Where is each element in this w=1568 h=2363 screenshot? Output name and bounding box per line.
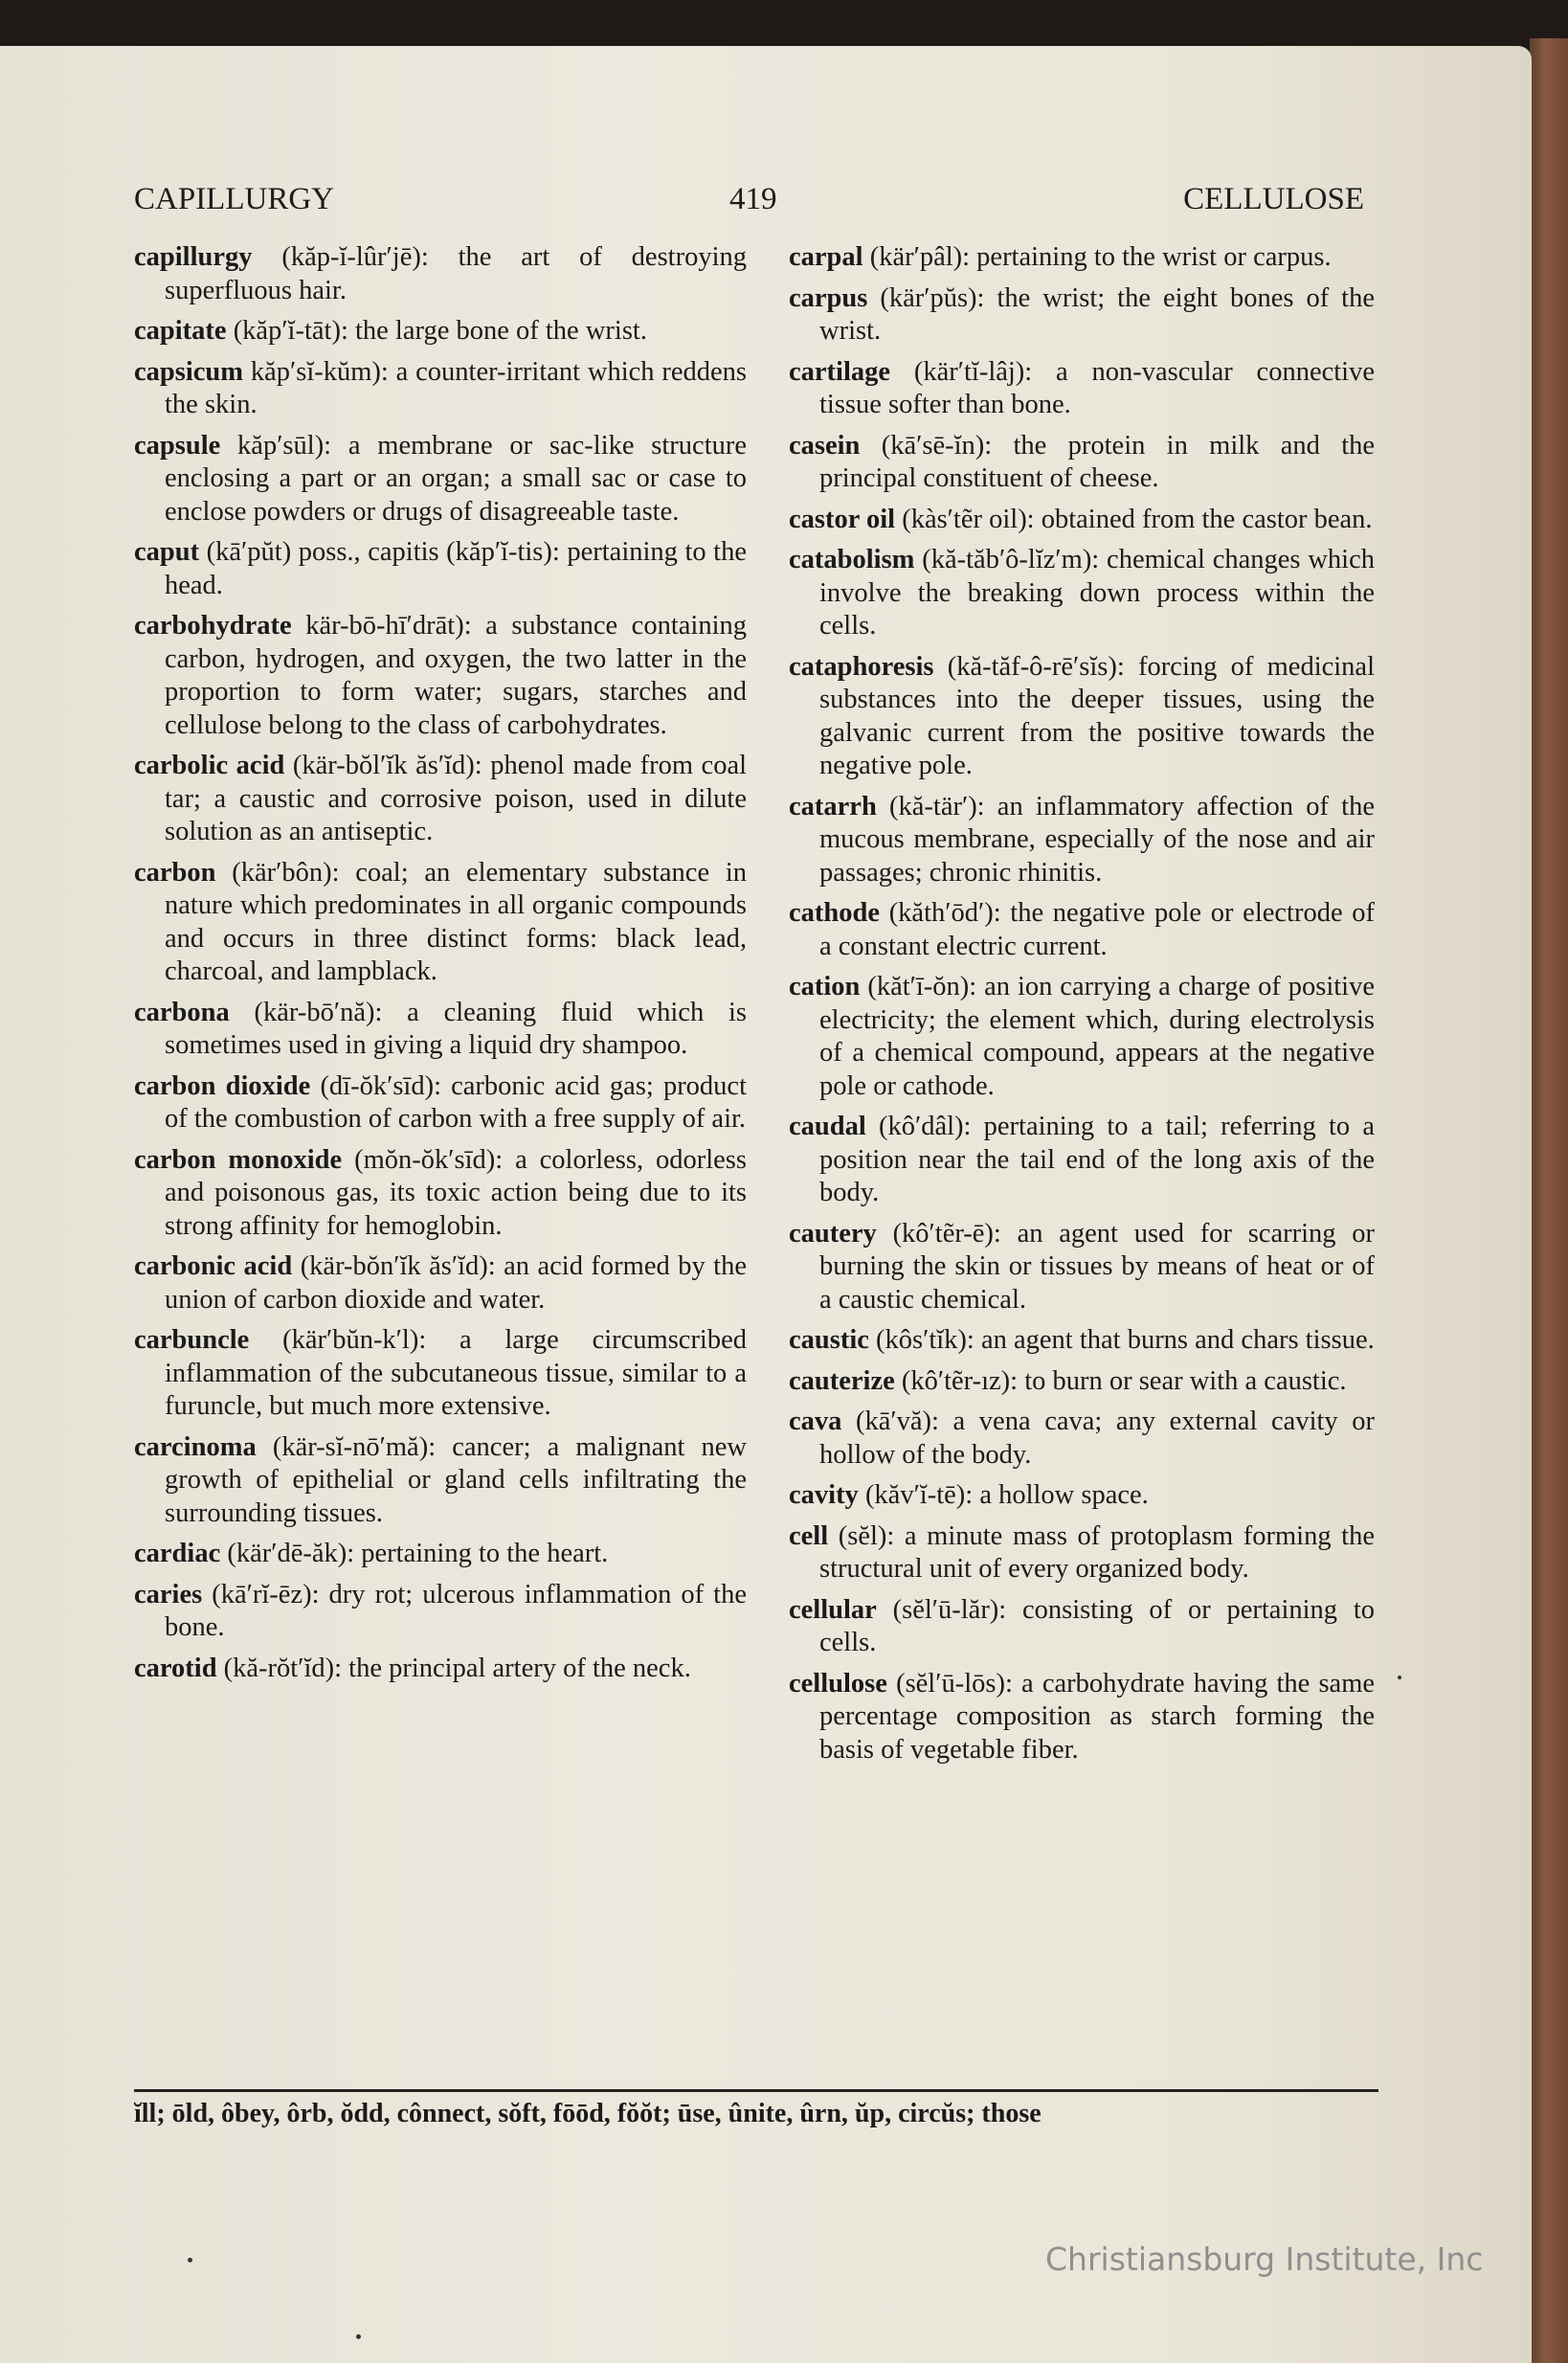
entry-term: casein: [789, 430, 861, 461]
dictionary-entry: [134, 1538, 747, 1571]
entry-term: cardiac: [134, 1539, 221, 1568]
page-number: 419: [729, 182, 777, 216]
entry-definition: (kă-tär′): an inflammatory affection of the mucous membrane, especially of the nose and air passages; chronic rhinitis.: [819, 791, 1375, 888]
dictionary-entry: [789, 282, 1375, 349]
entry-definition: (kā′pŭt) poss., capitis (kăp′ĭ-tis): pertaining to the head.: [165, 537, 748, 600]
right-column: [789, 241, 1375, 1774]
dictionary-entry: [789, 1324, 1375, 1358]
entry-definition: (kăt′ī-ŏn): an ion carrying a charge of positive electricity; the element which, during electrolysis of a chemical compound, appears at the negative pole or cathode.: [819, 972, 1375, 1101]
dictionary-entry: [134, 997, 747, 1063]
dictionary-entry: [134, 857, 747, 989]
entry-definition: (kā′rĭ-ēz): dry rot; ulcerous inflammation of the bone.: [165, 1579, 747, 1642]
dictionary-entry: [134, 750, 747, 849]
entry-term: caries: [134, 1579, 203, 1609]
entry-term: capillurgy: [134, 242, 253, 272]
dictionary-entry: [789, 1668, 1375, 1767]
entry-term: catabolism: [789, 545, 915, 574]
entry-term: cellulose: [789, 1668, 887, 1699]
entry-definition: (kă-tăb′ô-lĭz′m): chemical changes which involve the breaking down process within the cells.: [819, 545, 1375, 641]
entry-definition: (kăth′ōd′): the negative pole or electrode of a constant electric current.: [819, 898, 1376, 961]
dictionary-entry: [134, 1250, 747, 1317]
entry-definition: (kär′dē-ăk): pertaining to the heart.: [227, 1539, 609, 1568]
entry-term: capsule: [134, 430, 221, 461]
entry-definition: (kā′vă): a vena cava; any external cavity or hollow of the body.: [819, 1407, 1376, 1470]
entry-term: castor oil: [789, 504, 896, 534]
entry-term: caustic: [789, 1325, 869, 1355]
dictionary-entry: [789, 430, 1375, 496]
dictionary-entry: [789, 897, 1375, 963]
entry-term: caudal: [789, 1112, 866, 1141]
entry-definition: (mŏn-ŏk′sīd): a colorless, odorless and poisonous gas, its toxic action being due to its strong affinity for hemoglobin.: [165, 1144, 747, 1241]
entry-definition: (kăp′ĭ-tāt): the large bone of the wrist.: [233, 316, 647, 346]
dictionary-entry: [134, 315, 747, 349]
dictionary-entry: [134, 610, 747, 742]
dictionary-entry: [789, 1111, 1375, 1210]
entry-definition: (kăp-ĭ-lûr′jē): the art of destroying superfluous hair.: [165, 242, 747, 305]
entry-definition: (kô′tẽr-ē): an agent used for scarring or burning the skin or tissues by means of heat or of a caustic chemical.: [819, 1218, 1375, 1315]
dictionary-entry: [789, 971, 1375, 1103]
dictionary-entry: [789, 241, 1375, 275]
entry-term: cation: [789, 972, 861, 1001]
entry-term: cellular: [789, 1594, 877, 1625]
right-guide-word: CELLULOSE: [1183, 182, 1364, 216]
dictionary-entry: [789, 1365, 1375, 1399]
entry-term: carotid: [134, 1653, 217, 1683]
dictionary-entry: [134, 241, 747, 307]
dictionary-entry: [134, 1070, 747, 1136]
entry-definition: (kär-bŏn′ĭk ăs′ĭd): an acid formed by the union of carbon dioxide and water.: [165, 1251, 747, 1315]
entry-definition: (kô′dâl): pertaining to a tail; referring to a position near the tail end of the long axis of the body.: [819, 1112, 1376, 1207]
left-guide-word: CAPILLURGY: [134, 182, 335, 216]
entry-definition: (kā′sē-ĭn): the protein in milk and the principal constituent of cheese.: [819, 430, 1376, 493]
entry-term: cautery: [789, 1218, 877, 1249]
entry-term: carpus: [789, 282, 868, 313]
entry-term: carcinoma: [134, 1431, 257, 1462]
entry-definition: (kär′pŭs): the wrist; the eight bones of the wrist.: [819, 282, 1375, 346]
entry-definition: (sĕl′ū-lōs): a carbohydrate having the same percentage composition as starch forming the basis of vegetable fiber.: [819, 1668, 1376, 1765]
dictionary-entry: [789, 504, 1375, 537]
dictionary-entry: [134, 356, 747, 422]
book-edge: [1530, 38, 1568, 2363]
entry-term: carbolic acid: [134, 751, 285, 780]
pronunciation-key: ĭll; ōld, ôbey, ôrb, ŏdd, cônnect, sŏft, fōōd, fŏŏt; ūse, ûnite, ûrn, ŭp, circŭs; those: [134, 2099, 1042, 2128]
dust-speck: [356, 2334, 361, 2339]
entry-term: carbuncle: [134, 1325, 250, 1355]
entry-term: cathode: [789, 898, 880, 928]
entry-definition: (kär′pâl): pertaining to the wrist or carpus.: [869, 242, 1332, 272]
dictionary-entry: [134, 1431, 747, 1531]
entry-term: catarrh: [789, 791, 877, 821]
entry-term: carbon monoxide: [134, 1144, 343, 1175]
entry-term: carbona: [134, 997, 230, 1027]
entry-definition: (kär-sĭ-nō′mă): cancer; a malignant new growth of epithelial or gland cells infiltrating the surrounding tissues.: [165, 1431, 748, 1528]
dictionary-entry: [134, 536, 747, 602]
dictionary-entry: [789, 651, 1375, 783]
entry-definition: (kär′tĭ-lâj): a non-vascular connective tissue softer than bone.: [819, 356, 1375, 419]
entry-definition: kär-bō-hī′drāt): a substance containing carbon, hydrogen, and oxygen, the two latter in the proportion to form water; sugars, starches and cellulose belong to the class of carbohydrates.: [165, 611, 747, 740]
entry-definition: (kär′bŭn-k′l): a large circumscribed inflammation of the subcutaneous tissue, similar to a furuncle, but much more extensive.: [165, 1325, 748, 1421]
running-header: [134, 182, 1364, 230]
entry-definition: (kă-rŏt′ĭd): the principal artery of the neck.: [223, 1653, 691, 1683]
entry-term: carbon: [134, 857, 216, 888]
dictionary-entry: [134, 1579, 747, 1645]
dictionary-entry: [789, 1406, 1375, 1472]
entry-definition: (kàs′tẽr oil): obtained from the castor bean.: [902, 504, 1373, 534]
footer-rule: [134, 2089, 1378, 2092]
dictionary-entry: [789, 1479, 1375, 1513]
entry-definition: (kô′tẽr-ız): to burn or sear with a caustic.: [901, 1365, 1347, 1396]
entry-term: cataphoresis: [789, 651, 934, 682]
entry-term: carbon dioxide: [134, 1070, 311, 1101]
entry-definition: (sĕl): a minute mass of protoplasm forming the structural unit of every organized body.: [819, 1520, 1375, 1584]
entry-term: cavity: [789, 1480, 859, 1510]
dust-speck: [1398, 1676, 1401, 1679]
entry-term: carpal: [789, 242, 863, 272]
watermark: Christiansburg Institute, Inc: [1045, 2240, 1484, 2278]
dictionary-entry: [134, 1653, 747, 1686]
entry-definition: (kär′bôn): coal; an elementary substance in nature which predominates in all organic compounds and occurs in three distinct forms: black lead, charcoal, and lampblack.: [165, 857, 748, 986]
dictionary-entry: [134, 430, 747, 529]
entry-term: carbohydrate: [134, 611, 292, 641]
entry-definition: (kär-bŏl′ĭk ăs′ĭd): phenol made from coal tar; a caustic and corrosive poison, used in dilute solution as an antiseptic.: [165, 751, 748, 846]
dictionary-entry: [789, 544, 1375, 643]
entry-term: capitate: [134, 316, 227, 346]
entry-definition: (sĕl′ū-lăr): consisting of or pertaining to cells.: [819, 1594, 1376, 1657]
entry-term: caput: [134, 537, 200, 567]
entry-term: cauterize: [789, 1365, 895, 1396]
entry-definition: (kär-bō′nă): a cleaning fluid which is sometimes used in giving a liquid dry shampoo.: [165, 997, 748, 1060]
entry-term: cava: [789, 1407, 842, 1436]
entry-definition: kăp′sĭ-kŭm): a counter-irritant which reddens the skin.: [165, 356, 748, 419]
entry-definition: kăp′sūl): a membrane or sac-like structure enclosing a part or an organ; a small sac or case to enclose powders or drugs of disagreeable taste.: [165, 430, 747, 527]
left-column: [134, 241, 747, 1693]
entry-definition: (dī-ŏk′sīd): carbonic acid gas; product of the combustion of carbon with a free supply of air.: [165, 1070, 748, 1134]
entry-term: cell: [789, 1520, 829, 1551]
entry-term: capsicum: [134, 356, 243, 387]
dictionary-entry: [789, 1520, 1375, 1587]
dust-speck: [188, 2258, 192, 2262]
entry-term: carbonic acid: [134, 1251, 293, 1281]
dictionary-entry: [134, 1324, 747, 1424]
dictionary-entry: [789, 1594, 1375, 1660]
dictionary-entry: [789, 356, 1375, 422]
dictionary-entry: [789, 1218, 1375, 1317]
dictionary-entry: [134, 1144, 747, 1244]
entry-definition: (kôs′tĭk): an agent that burns and chars tissue.: [876, 1325, 1375, 1355]
entry-definition: (kă-tăf-ô-rē′sĭs): forcing of medicinal substances into the deeper tissues, using the galvanic current from the positive towards the negative pole.: [819, 651, 1376, 780]
entry-term: cartilage: [789, 356, 891, 387]
entry-definition: (kăv′ĭ-tē): a hollow space.: [864, 1480, 1149, 1510]
dictionary-entry: [789, 791, 1375, 890]
